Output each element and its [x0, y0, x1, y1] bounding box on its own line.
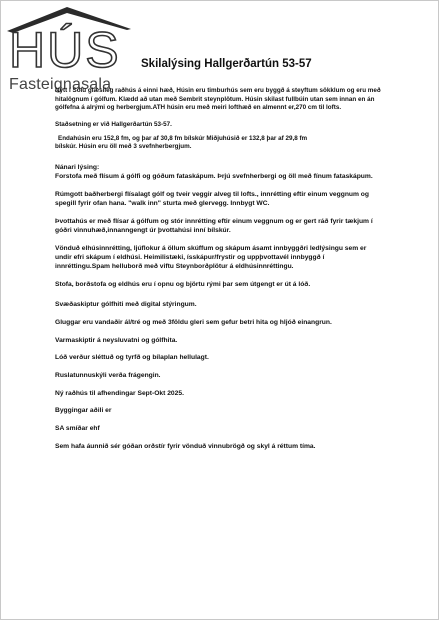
bathroom-paragraph: Rúmgott baðherbergi flísalagt gólf og tveir veggir alveg til lofts., innrétting eftir einum veggnum og spegill fyrir ofan hana. "walk inn" sturta með glervegg. Innbygt WC.: [55, 190, 369, 208]
delivery-line: Ný raðhús til afhendingar Sept-Okt 2025.: [55, 389, 184, 397]
location-line: Staðsetning er við Hallgerðartún 53-57.: [55, 121, 172, 129]
logo-brand-text: HÚS: [9, 22, 121, 78]
document-title: Skilalýsing Hallgerðartún 53-57: [141, 58, 312, 70]
size-line-1: Endahúsin eru 152,8 fm, og þar af 30,8 fm bílskúr Miðjuhúsið er 132,8 þar af 29,8 fm: [58, 134, 308, 142]
logo-subtitle: Fasteignasala: [9, 76, 112, 93]
kitchen-paragraph: Vönduð elhúsinnrétting, ljúflokur á öllum skúffum og skápum ásamt innbyggðri ledlýsingu sem er undir efri skápum í eldhúsi. Heimilistæki, ísskápur/frystir og uppþvottavél innbyggð í innréttingu.Spam helluborð með viftu Steynborðplötur á eldhúsinnréttingu.: [55, 244, 367, 271]
details-heading: Nánari lýsing:: [55, 164, 100, 172]
reputation-line: Sem hafa áunnið sér góðan orðstír fyrir vönduð vinnubrögð og skyl á réttum tíma.: [55, 442, 316, 450]
living-room-paragraph: Stofa, borðstofa og eldhús eru í opnu og björtu rými þar sem útgengt er út á lóð.: [55, 280, 311, 288]
heat-exchanger-line: Varmaskiptir á neysluvatni og gólfhita.: [55, 336, 178, 344]
windows-line: Gluggar eru vandaðir ál/tré og með 3földu gleri sem gefur betri hita og hljóð einangrun.: [55, 318, 332, 326]
builder-name: SA smíðar ehf: [55, 425, 100, 433]
floor-heating-line: Svæðaskiptur gólfhiti með digital stýringum.: [55, 301, 197, 309]
lot-line: Lóð verður sléttuð og tyrfð og bílaplan hellulagt.: [55, 354, 209, 362]
laundry-paragraph: Þvottahús er með flísar á gólfum og stór innrétting eftir einum veggnum og er gert ráð fyrir tækjum í góðri vinnuhæð,innanngengt úr þvottahúsi inní bílskúr.: [55, 217, 373, 235]
entrance-paragraph: Forstofa með flísum á gólfi og góðum fataskápum. Þrjú svefnherbergi og öll með fínum fataskápum.: [55, 173, 373, 181]
size-line-2: bílskúr. Húsin eru öll með 3 svefnherbergjum.: [55, 143, 192, 151]
builder-line: Byggingar aðili er: [55, 407, 112, 415]
intro-paragraph: Nýtt í Sölu glæsileg raðhús á einni hæð, Húsin eru timburhús sem eru byggð á steyftum sökklum og eru með hitalögnum í gólfum. Klædd að utan með Sembrit steynplötum. Húsin skilast fullbúin utan sem innan en án gólfefna á alrými og herbergjum.ATH húsin eru með meiri lofthæð en almennt er,270 cm til lofts.: [55, 87, 381, 112]
trash-shelter-line: Ruslatunnuskýli verða frágengin.: [55, 371, 161, 379]
document-body: [55, 87, 381, 451]
